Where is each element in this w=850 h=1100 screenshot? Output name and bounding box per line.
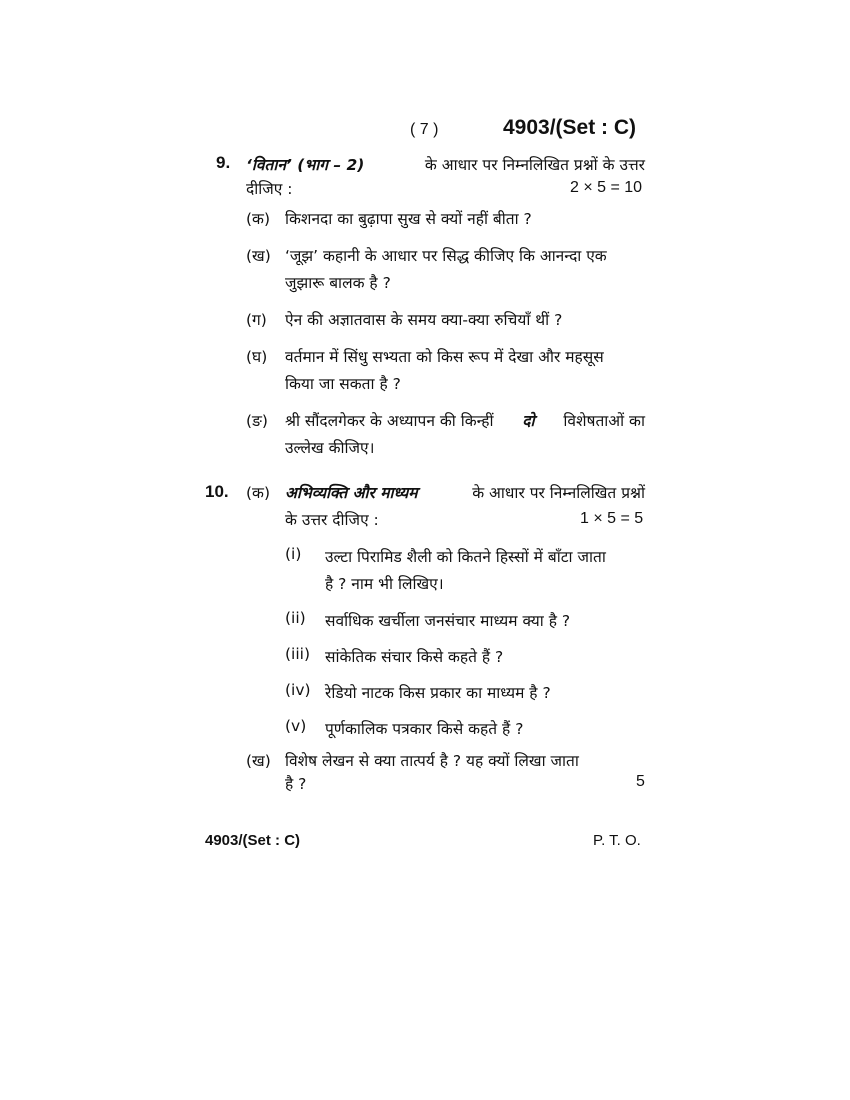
please-turn-over: P. T. O. — [593, 832, 641, 849]
question-10-number: 10. — [205, 482, 229, 501]
question-10-item-label: (iv) — [285, 681, 311, 699]
question-9-item-label: (घ) — [246, 348, 268, 366]
question-9-item-text: किशनदा का बुढ़ापा सुख से क्यों नहीं बीता ? — [285, 210, 532, 228]
question-9-number: 9. — [216, 153, 231, 172]
question-9-item-text: वर्तमान में सिंधु सभ्यता को किस रूप में देखा और महसूस — [285, 348, 604, 366]
question-10-item-text: सांकेतिक संचार किसे कहते हैं ? — [325, 648, 504, 666]
question-10-part-b-text: विशेष लेखन से क्या तात्पर्य है ? यह क्यों लिखा जाता — [285, 752, 579, 770]
paper-code-footer: 4903/(Set : C) — [205, 832, 301, 849]
question-10-part-a-title — [285, 481, 645, 503]
question-9-item-text: जुझारू बालक है ? — [285, 274, 391, 292]
question-10-part-a-marks: 1 × 5 = 5 — [580, 510, 644, 527]
text-segment: विशेषताओं का — [563, 412, 645, 430]
question-9-title-book: ‘वितान’ (भाग – 2) — [246, 156, 365, 174]
question-9-marks: 2 × 5 = 10 — [570, 179, 643, 196]
question-9-item-text: उल्लेख कीजिए। — [285, 439, 375, 457]
question-9-item-label: (क) — [246, 210, 270, 228]
question-9-title-line2: दीजिए : — [246, 180, 293, 198]
question-10-part-a-label: (क) — [246, 484, 270, 502]
paper-code-header: 4903/(Set : C) — [503, 116, 637, 139]
question-10-part-b-text: है ? — [285, 775, 307, 793]
question-10-part-b-label: (ख) — [246, 752, 271, 770]
question-9-item-label: (ग) — [246, 311, 267, 329]
question-9-title-rest: के आधार पर निम्नलिखित प्रश्नों के उत्तर — [424, 156, 645, 174]
question-9-item-label: (ख) — [246, 247, 271, 265]
question-10-item-label: (i) — [285, 545, 302, 563]
question-9-item-text: किया जा सकता है ? — [285, 375, 401, 393]
question-10-item-text: रेडियो नाटक किस प्रकार का माध्यम है ? — [325, 684, 551, 702]
question-9-title — [246, 153, 645, 175]
emphasis-two: दो — [522, 412, 535, 430]
page-number: ( 7 ) — [410, 121, 439, 138]
question-9-item-text: ‘जूझ’ कहानी के आधार पर सिद्ध कीजिए कि आनन्दा एक — [285, 247, 607, 265]
question-10-part-a-title-line2: के उत्तर दीजिए : — [285, 511, 379, 529]
question-10-part-a-title-rest: के आधार पर निम्नलिखित प्रश्नों — [472, 484, 645, 502]
question-10-item-label: (v) — [285, 717, 307, 735]
question-9-item-text: ऐन की अज्ञातवास के समय क्या-क्या रुचियाँ थीं ? — [285, 311, 563, 329]
question-10-part-a-book: अभिव्यक्ति और माध्यम — [285, 484, 418, 502]
question-10-item-label: (ii) — [285, 609, 306, 627]
question-10-item-text: है ? नाम भी लिखिए। — [325, 575, 444, 593]
text-segment: श्री सौंदलगेकर के अध्यापन की किन्हीं — [285, 412, 494, 430]
question-9-item-text — [285, 409, 645, 431]
question-10-item-text: उल्टा पिरामिड शैली को कितने हिस्सों में बाँटा जाता — [325, 548, 606, 566]
question-9-item-label: (ङ) — [246, 412, 268, 430]
question-10-item-text: पूर्णकालिक पत्रकार किसे कहते हैं ? — [325, 720, 524, 738]
question-10-part-b-marks: 5 — [636, 773, 645, 790]
question-10-item-text: सर्वाधिक खर्चीला जनसंचार माध्यम क्या है ? — [325, 612, 571, 630]
question-10-item-label: (iii) — [285, 645, 311, 663]
